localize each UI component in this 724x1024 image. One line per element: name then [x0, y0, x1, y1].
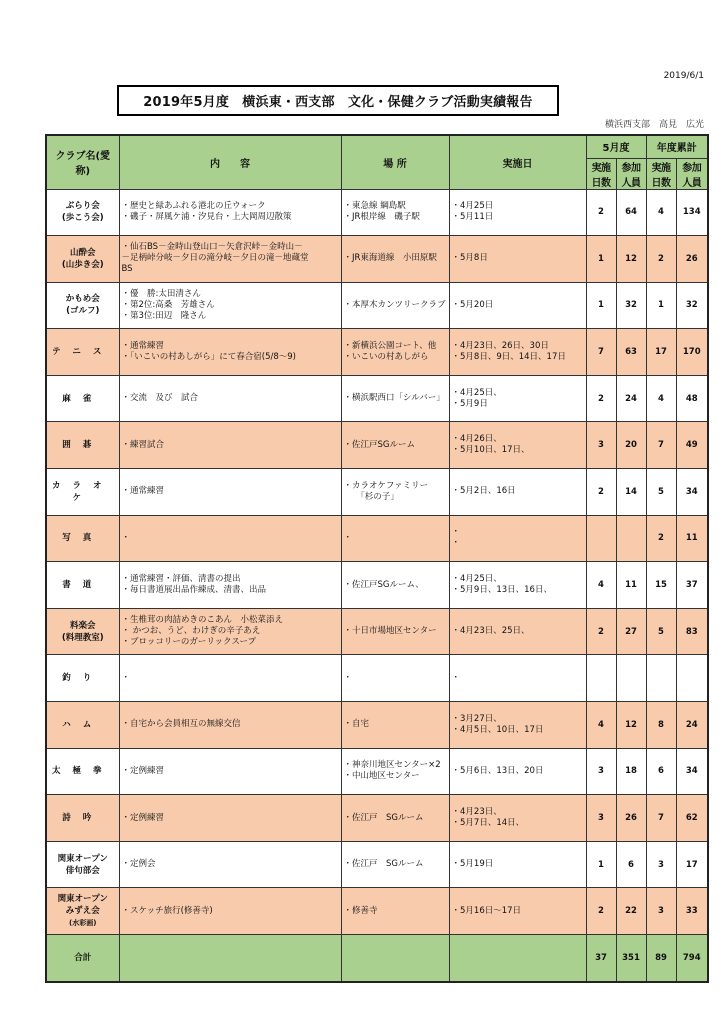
- place-line: ・神奈川地区センター×2: [343, 760, 441, 771]
- table-row: [46, 469, 708, 516]
- dates-line: ・5月7日、14日、: [451, 818, 525, 829]
- col-header-may-people: 参加人員: [616, 158, 646, 189]
- cell-may-days: 7: [586, 329, 616, 376]
- report-title: [117, 85, 559, 116]
- cell-club-name: [46, 748, 119, 795]
- cell-may-days: 3: [586, 795, 616, 842]
- club-name-line: 写真: [62, 533, 104, 544]
- cell-may-days: 2: [586, 189, 616, 236]
- content-line: ・歴史と緑あふれる港北の丘ウォーク: [121, 201, 266, 212]
- place-line: ・佐江戸SGルーム: [343, 439, 415, 450]
- cell-club-name: [46, 329, 119, 376]
- col-header-dates: 実施日: [449, 135, 586, 189]
- content-line: ・ブロッコリーのガーリックスープ: [121, 637, 257, 648]
- dates-line: ・4月25日: [451, 201, 494, 212]
- total-label: 合計: [46, 935, 119, 982]
- dates-line: ・5月6日、13日、20日: [451, 765, 544, 776]
- cell-content: [119, 702, 341, 749]
- table-row: [46, 795, 708, 842]
- cell-ytd-people: 34: [676, 748, 708, 795]
- cell-place: [341, 748, 449, 795]
- cell-dates: [449, 375, 586, 422]
- cell-club-name: [46, 841, 119, 888]
- place-line: ・佐江戸SGルーム、: [343, 579, 424, 590]
- cell-may-people: 20: [616, 422, 646, 469]
- cell-may-people: 24: [616, 375, 646, 422]
- cell-ytd-people: 134: [676, 189, 708, 236]
- dates-line: ・4月25日、: [451, 387, 502, 398]
- dates-line: ・4月26日、: [451, 434, 502, 445]
- col-header-may-days: 実施日数: [586, 158, 616, 189]
- cell-club-name: [46, 189, 119, 236]
- cell-ytd-days: 7: [646, 422, 676, 469]
- cell-club-name: [46, 515, 119, 562]
- content-line: ・仙石BS－金時山登山口－矢倉沢峠－金時山－: [121, 242, 303, 253]
- dates-line: ・5月8日: [451, 253, 488, 264]
- club-name-line: みずえ会: [65, 906, 100, 917]
- table-row: [46, 562, 708, 609]
- cell-place: [341, 189, 449, 236]
- cell-may-people: 22: [616, 888, 646, 935]
- cell-place: [341, 422, 449, 469]
- dates-line: ・: [451, 527, 461, 538]
- club-name-line: 関東オープン: [57, 853, 108, 864]
- cell-club-name: [46, 422, 119, 469]
- cell-may-people: 63: [616, 329, 646, 376]
- total-content-empty: [119, 935, 341, 982]
- table-row: [46, 655, 708, 702]
- cell-ytd-people: 83: [676, 608, 708, 655]
- cell-club-name: [46, 282, 119, 329]
- cell-content: [119, 748, 341, 795]
- cell-dates: [449, 748, 586, 795]
- club-name-line: ぶらり会: [65, 201, 100, 212]
- content-line: ・スケッチ旅行(修善寺): [121, 905, 213, 916]
- table-row: [46, 282, 708, 329]
- cell-may-days: 2: [586, 608, 616, 655]
- club-name-line: かもめ会: [65, 294, 100, 305]
- total-place-empty: [341, 935, 449, 982]
- cell-place: [341, 888, 449, 935]
- content-line: ・第3位:田辺 隆さん: [121, 310, 207, 321]
- club-name-line: 関東オープン: [57, 894, 108, 905]
- cell-ytd-people: 37: [676, 562, 708, 609]
- cell-ytd-people: 17: [676, 841, 708, 888]
- cell-place: [341, 236, 449, 283]
- cell-content: [119, 841, 341, 888]
- cell-dates: [449, 422, 586, 469]
- cell-place: [341, 469, 449, 516]
- cell-may-people: 26: [616, 795, 646, 842]
- dates-line: ・5月20日: [451, 299, 494, 310]
- content-line: ・優 勝:太田清さん: [121, 288, 201, 299]
- club-name-line: 料楽会: [69, 620, 96, 631]
- cell-ytd-people: [676, 655, 708, 702]
- total-dates-empty: [449, 935, 586, 982]
- cell-place: [341, 655, 449, 702]
- club-name-line: ハム: [62, 719, 104, 730]
- dates-line: ・4月25日、: [451, 574, 502, 585]
- total-ytd-days: 89: [646, 935, 676, 982]
- content-line: ・毎日書道展出品作練成、清書、出品: [121, 585, 267, 596]
- club-name-line: 俳句部会: [65, 865, 100, 876]
- cell-ytd-days: 2: [646, 236, 676, 283]
- content-line: ・練習試合: [121, 439, 165, 450]
- place-line: ・JR東海道線 小田原駅: [343, 253, 437, 264]
- cell-content: [119, 329, 341, 376]
- club-name-line: (水彩画): [69, 919, 97, 928]
- content-line: ・通常練習: [121, 341, 165, 352]
- cell-dates: [449, 515, 586, 562]
- cell-ytd-people: 32: [676, 282, 708, 329]
- report-author: 横浜西支部 高見 広光: [604, 120, 704, 130]
- dates-line: ・5月16日～17日: [451, 905, 522, 916]
- cell-ytd-days: 17: [646, 329, 676, 376]
- place-line: ・横浜駅西口「シルバー」: [343, 393, 445, 404]
- cell-may-people: 14: [616, 469, 646, 516]
- col-header-ytd-days: 実施日数: [646, 158, 676, 189]
- place-line: ・十日市場地区センター: [343, 626, 437, 637]
- cell-ytd-days: 3: [646, 888, 676, 935]
- cell-ytd-days: 8: [646, 702, 676, 749]
- cell-ytd-people: 49: [676, 422, 708, 469]
- table-row: [46, 888, 708, 935]
- place-line: ・: [343, 532, 353, 543]
- place-line: ・東急線 綱島駅: [343, 201, 406, 212]
- cell-content: [119, 375, 341, 422]
- cell-club-name: [46, 702, 119, 749]
- cell-may-days: 4: [586, 702, 616, 749]
- cell-content: [119, 608, 341, 655]
- cell-may-days: 1: [586, 841, 616, 888]
- cell-content: [119, 469, 341, 516]
- cell-ytd-days: [646, 655, 676, 702]
- dates-line: ・5月8日、9日、14日、17日: [451, 352, 566, 363]
- dates-line: ・4月23日、25日、: [451, 626, 530, 637]
- place-line: ・カラオケファミリー: [343, 480, 429, 491]
- cell-place: [341, 375, 449, 422]
- report-date: 2019/6/1: [663, 71, 704, 81]
- cell-may-people: 6: [616, 841, 646, 888]
- cell-may-people: 12: [616, 236, 646, 283]
- cell-may-days: 1: [586, 236, 616, 283]
- cell-may-people: [616, 655, 646, 702]
- club-name-line: 釣り: [62, 673, 104, 684]
- club-name-line: (山歩き会): [61, 259, 104, 270]
- table-row: [46, 841, 708, 888]
- cell-content: [119, 282, 341, 329]
- cell-ytd-people: 26: [676, 236, 708, 283]
- cell-content: [119, 236, 341, 283]
- col-header-content: 内 容: [119, 135, 341, 189]
- cell-may-people: [616, 515, 646, 562]
- cell-ytd-days: 3: [646, 841, 676, 888]
- dates-line: ・4月23日、26日、30日: [451, 341, 549, 352]
- cell-place: [341, 562, 449, 609]
- club-name-line: 書道: [62, 580, 104, 591]
- cell-may-days: 1: [586, 282, 616, 329]
- cell-content: [119, 562, 341, 609]
- place-line: ・: [343, 672, 353, 683]
- cell-ytd-days: 4: [646, 375, 676, 422]
- dates-line: ・5月2日、16日: [451, 486, 516, 497]
- club-name-line: (ゴルフ): [66, 306, 100, 317]
- cell-ytd-people: 48: [676, 375, 708, 422]
- club-name-line: (料理教室): [61, 632, 104, 643]
- col-header-ytd-people: 参加人員: [676, 158, 708, 189]
- cell-may-people: 12: [616, 702, 646, 749]
- cell-ytd-days: 5: [646, 608, 676, 655]
- place-line: ・自宅: [343, 719, 370, 730]
- table-row: [46, 608, 708, 655]
- cell-club-name: [46, 608, 119, 655]
- club-name-line: 太極拳: [51, 766, 114, 777]
- content-line: ・「いこいの村あしがら」にて春合宿(5/8～9): [121, 352, 296, 363]
- total-row: [46, 935, 708, 982]
- place-line: ・新横浜公園コート、他: [343, 341, 437, 352]
- cell-ytd-days: 6: [646, 748, 676, 795]
- cell-ytd-days: 4: [646, 189, 676, 236]
- content-line: ・生椎茸の肉詰めきのこあん 小松菜添え: [121, 615, 284, 626]
- cell-may-people: 27: [616, 608, 646, 655]
- place-line: ・中山地区センター: [343, 771, 420, 782]
- cell-place: [341, 329, 449, 376]
- content-line: ・定例練習: [121, 765, 165, 776]
- place-line: ・佐江戸 SGルーム: [343, 812, 424, 823]
- dates-line: ・5月10日、17日、: [451, 445, 530, 456]
- dates-line: ・5月11日: [451, 212, 494, 223]
- content-line: ・第2位:高桑 芳雄さん: [121, 299, 215, 310]
- total-ytd-people: 794: [676, 935, 708, 982]
- cell-club-name: [46, 469, 119, 516]
- cell-ytd-days: 1: [646, 282, 676, 329]
- content-line: －足柄峠分岐－夕日の滝分岐－夕日の滝－地蔵堂: [121, 253, 309, 264]
- table-body: [46, 189, 708, 935]
- cell-may-people: 32: [616, 282, 646, 329]
- cell-place: [341, 608, 449, 655]
- cell-may-days: 2: [586, 375, 616, 422]
- dates-line: ・4月5日、10日、17日: [451, 724, 544, 735]
- cell-dates: [449, 795, 586, 842]
- cell-ytd-people: 170: [676, 329, 708, 376]
- content-line: ・: [121, 672, 131, 683]
- table-row: [46, 329, 708, 376]
- place-line: ・いこいの村あしがら: [343, 352, 429, 363]
- content-line: ・通常練習: [121, 486, 165, 497]
- cell-may-people: 64: [616, 189, 646, 236]
- cell-dates: [449, 282, 586, 329]
- cell-club-name: [46, 795, 119, 842]
- content-line: ・定例会: [121, 859, 156, 870]
- cell-ytd-days: 15: [646, 562, 676, 609]
- club-name-line: 山酔会: [69, 247, 96, 258]
- col-group-may: 5月度: [586, 135, 646, 158]
- report-title-text: 2019年5月度 横浜東・西支部 文化・保健クラブ活動実績報告: [143, 95, 533, 110]
- cell-may-days: 3: [586, 422, 616, 469]
- content-line: ・: [121, 532, 131, 543]
- content-line: ・磯子・屏風ケ浦・汐見台・上大岡周辺散策: [121, 212, 292, 223]
- cell-dates: [449, 608, 586, 655]
- cell-place: [341, 841, 449, 888]
- cell-may-days: 2: [586, 469, 616, 516]
- cell-dates: [449, 841, 586, 888]
- cell-may-people: 18: [616, 748, 646, 795]
- dates-line: ・5月9日: [451, 398, 488, 409]
- table-row: [46, 189, 708, 236]
- place-line: ・JR根岸線 磯子駅: [343, 212, 420, 223]
- col-group-ytd: 年度累計: [646, 135, 708, 158]
- cell-place: [341, 795, 449, 842]
- cell-club-name: [46, 236, 119, 283]
- activity-report-table: [45, 134, 709, 983]
- cell-dates: [449, 189, 586, 236]
- cell-may-days: 3: [586, 748, 616, 795]
- cell-place: [341, 515, 449, 562]
- table-row: [46, 236, 708, 283]
- place-line: ・修善寺: [343, 905, 378, 916]
- club-name-line: 麻雀: [62, 393, 104, 404]
- dates-line: ・: [451, 672, 461, 683]
- place-line: ・佐江戸 SGルーム: [343, 859, 424, 870]
- cell-dates: [449, 888, 586, 935]
- club-name-line: (歩こう会): [61, 213, 104, 224]
- dates-line: ・3月27日、: [451, 713, 502, 724]
- cell-ytd-people: 24: [676, 702, 708, 749]
- content-line: BS: [121, 264, 133, 275]
- cell-content: [119, 655, 341, 702]
- cell-ytd-people: 34: [676, 469, 708, 516]
- content-line: ・ かつお、うど、わけぎの辛子あえ: [121, 626, 261, 637]
- cell-club-name: [46, 888, 119, 935]
- dates-line: ・5月19日: [451, 859, 494, 870]
- table-row: [46, 515, 708, 562]
- club-name-line: テニス: [52, 347, 114, 358]
- content-line: ・交流 及び 試合: [121, 393, 199, 404]
- content-line: ・定例練習: [121, 812, 165, 823]
- cell-club-name: [46, 375, 119, 422]
- cell-ytd-people: 62: [676, 795, 708, 842]
- place-line: ・本厚木カンツリークラブ: [343, 299, 446, 310]
- cell-ytd-days: 5: [646, 469, 676, 516]
- place-line: 「杉の子」: [343, 491, 399, 502]
- cell-may-people: 11: [616, 562, 646, 609]
- club-name-line: 詩吟: [62, 813, 104, 824]
- col-header-place: 場 所: [341, 135, 449, 189]
- table-row: [46, 422, 708, 469]
- table-row: [46, 702, 708, 749]
- cell-may-days: 4: [586, 562, 616, 609]
- content-line: ・自宅から会員相互の無線交信: [121, 719, 241, 730]
- cell-ytd-people: 11: [676, 515, 708, 562]
- cell-club-name: [46, 562, 119, 609]
- cell-club-name: [46, 655, 119, 702]
- content-line: ・通常練習・評価、清書の提出: [121, 574, 241, 585]
- cell-dates: [449, 329, 586, 376]
- cell-dates: [449, 469, 586, 516]
- dates-line: ・5月9日、13日、16日、: [451, 585, 552, 596]
- cell-content: [119, 795, 341, 842]
- col-header-club: クラブ名(愛称): [46, 135, 119, 189]
- dates-line: ・: [451, 538, 461, 549]
- cell-place: [341, 282, 449, 329]
- total-may-people: 351: [616, 935, 646, 982]
- cell-ytd-days: 2: [646, 515, 676, 562]
- cell-content: [119, 422, 341, 469]
- cell-ytd-days: 7: [646, 795, 676, 842]
- club-name-line: 囲碁: [62, 440, 104, 451]
- cell-dates: [449, 702, 586, 749]
- cell-content: [119, 515, 341, 562]
- cell-ytd-people: 33: [676, 888, 708, 935]
- cell-may-days: [586, 655, 616, 702]
- table-row: [46, 748, 708, 795]
- cell-place: [341, 702, 449, 749]
- cell-dates: [449, 562, 586, 609]
- cell-content: [119, 888, 341, 935]
- total-may-days: 37: [586, 935, 616, 982]
- dates-line: ・4月23日、: [451, 807, 502, 818]
- cell-dates: [449, 236, 586, 283]
- cell-may-days: 2: [586, 888, 616, 935]
- cell-content: [119, 189, 341, 236]
- cell-dates: [449, 655, 586, 702]
- club-name-line: カラオケ: [51, 480, 114, 503]
- table-row: [46, 375, 708, 422]
- cell-may-days: [586, 515, 616, 562]
